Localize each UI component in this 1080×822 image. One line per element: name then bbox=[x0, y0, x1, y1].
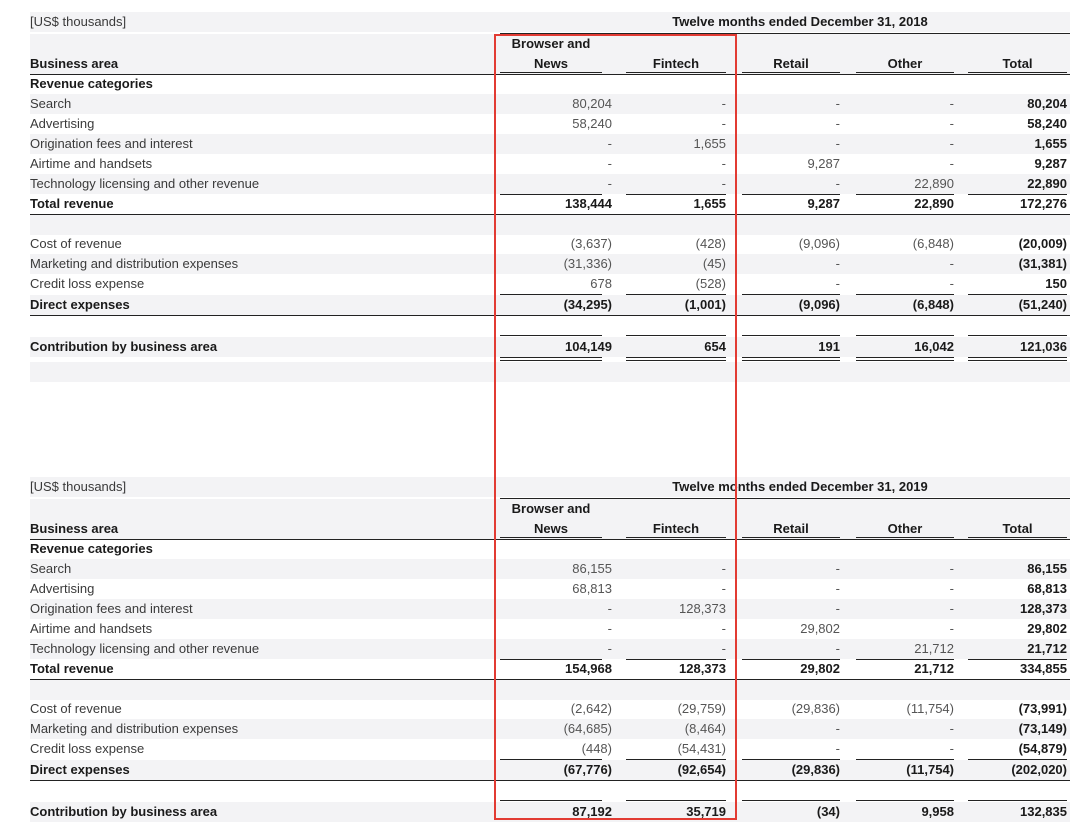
cell: - bbox=[835, 581, 840, 596]
row-label: Advertising bbox=[30, 116, 95, 131]
divider bbox=[968, 357, 1067, 358]
divider bbox=[742, 72, 840, 73]
cell: (6,848) bbox=[912, 297, 954, 312]
cell: (34,295) bbox=[563, 297, 612, 312]
row-label: Search bbox=[30, 96, 72, 111]
cell: - bbox=[607, 176, 612, 191]
col-browser-news-line1: Browser and bbox=[511, 501, 591, 516]
cell: 22,890 bbox=[914, 176, 954, 191]
cell: - bbox=[721, 621, 726, 636]
cell: - bbox=[835, 96, 840, 111]
cell-total: (51,240) bbox=[1018, 297, 1067, 312]
row-label: Airtime and handsets bbox=[30, 156, 153, 171]
col-browser-news-line1: Browser and bbox=[511, 36, 591, 51]
col-retail: Retail bbox=[773, 56, 809, 71]
cell-total: (73,991) bbox=[1018, 701, 1067, 716]
row-label: Technology licensing and other revenue bbox=[30, 176, 260, 191]
cell: - bbox=[949, 156, 954, 171]
cell-total: (73,149) bbox=[1018, 721, 1067, 736]
cell: 678 bbox=[590, 276, 612, 291]
cell: (6,848) bbox=[912, 236, 954, 251]
business-area-label: Business area bbox=[30, 56, 119, 71]
cell: (29,836) bbox=[791, 701, 840, 716]
divider bbox=[742, 357, 840, 358]
cell: (3,637) bbox=[570, 236, 612, 251]
cell: - bbox=[949, 96, 954, 111]
cell: - bbox=[835, 256, 840, 271]
divider bbox=[856, 72, 954, 73]
row-label: Contribution by business area bbox=[30, 804, 218, 819]
cell: 138,444 bbox=[565, 196, 612, 211]
cell: 29,802 bbox=[800, 661, 840, 676]
revenue-categories-label: Revenue categories bbox=[30, 541, 153, 556]
row-label: Origination fees and interest bbox=[30, 136, 193, 151]
cell: - bbox=[607, 641, 612, 656]
row-label: Origination fees and interest bbox=[30, 601, 193, 616]
cell: - bbox=[721, 581, 726, 596]
units-label: [US$ thousands] bbox=[30, 479, 127, 494]
cell: - bbox=[607, 621, 612, 636]
cell: (8,464) bbox=[684, 721, 726, 736]
row-label: Marketing and distribution expenses bbox=[30, 721, 239, 736]
divider bbox=[968, 72, 1067, 73]
cell: 35,719 bbox=[686, 804, 726, 819]
period-label: Twelve months ended December 31, 2019 bbox=[672, 479, 928, 494]
cell-total: 334,855 bbox=[1020, 661, 1067, 676]
cell: - bbox=[949, 621, 954, 636]
cell: (11,754) bbox=[906, 701, 954, 716]
cell-total: 29,802 bbox=[1027, 621, 1067, 636]
cell-total: 150 bbox=[1045, 276, 1067, 291]
cell: 128,373 bbox=[679, 601, 726, 616]
row-label: Technology licensing and other revenue bbox=[30, 641, 260, 656]
cell: (67,776) bbox=[563, 762, 612, 777]
cell-total: 132,835 bbox=[1020, 804, 1067, 819]
cell: - bbox=[835, 176, 840, 191]
cell: (528) bbox=[695, 276, 726, 291]
cell: - bbox=[835, 721, 840, 736]
divider bbox=[742, 360, 840, 361]
cell: - bbox=[949, 256, 954, 271]
cell: 21,712 bbox=[914, 661, 954, 676]
cell: - bbox=[835, 276, 840, 291]
cell: - bbox=[949, 561, 954, 576]
row-label: Airtime and handsets bbox=[30, 621, 153, 636]
cell: - bbox=[835, 741, 840, 756]
col-other: Other bbox=[887, 56, 923, 71]
cell: - bbox=[721, 176, 726, 191]
cell: - bbox=[721, 116, 726, 131]
cell: - bbox=[835, 601, 840, 616]
cell: - bbox=[607, 601, 612, 616]
row-label: Credit loss expense bbox=[30, 741, 145, 756]
divider bbox=[742, 800, 840, 801]
cell: 9,287 bbox=[807, 196, 840, 211]
highlight-box bbox=[494, 34, 737, 820]
cell-total: 172,276 bbox=[1020, 196, 1067, 211]
cell: 104,149 bbox=[565, 339, 612, 354]
row-label: Search bbox=[30, 561, 72, 576]
row-label: Marketing and distribution expenses bbox=[30, 256, 239, 271]
cell-total: 21,712 bbox=[1027, 641, 1067, 656]
cell: 191 bbox=[818, 339, 840, 354]
cell: 128,373 bbox=[679, 661, 726, 676]
cell: 68,813 bbox=[572, 581, 612, 596]
cell: - bbox=[721, 641, 726, 656]
cell: 654 bbox=[704, 339, 726, 354]
cell: 80,204 bbox=[572, 96, 612, 111]
cell: (31,336) bbox=[563, 256, 612, 271]
cell-total: (202,020) bbox=[1011, 762, 1067, 777]
col-total: Total bbox=[1002, 56, 1033, 71]
cell: (29,759) bbox=[677, 701, 726, 716]
cell-total: 22,890 bbox=[1027, 176, 1067, 191]
cell: (11,754) bbox=[906, 762, 954, 777]
cell: - bbox=[835, 136, 840, 151]
divider bbox=[856, 357, 954, 358]
col-fintech: Fintech bbox=[652, 56, 700, 71]
cell: (9,096) bbox=[798, 297, 840, 312]
cell: 16,042 bbox=[914, 339, 954, 354]
row-label: Advertising bbox=[30, 581, 95, 596]
cell-total: (54,879) bbox=[1018, 741, 1067, 756]
cell: - bbox=[835, 641, 840, 656]
divider bbox=[968, 335, 1067, 336]
cell: - bbox=[721, 156, 726, 171]
divider bbox=[742, 335, 840, 336]
cell: - bbox=[607, 136, 612, 151]
cell: 22,890 bbox=[914, 196, 954, 211]
row-label: Direct expenses bbox=[30, 762, 130, 777]
divider bbox=[856, 537, 954, 538]
cell: (29,836) bbox=[791, 762, 840, 777]
row-label: Credit loss expense bbox=[30, 276, 145, 291]
header-row bbox=[30, 12, 1070, 32]
col-retail: Retail bbox=[773, 521, 809, 536]
col-browser-news-line2: News bbox=[534, 521, 568, 536]
cell: - bbox=[949, 136, 954, 151]
cell: (54,431) bbox=[677, 741, 726, 756]
cell: - bbox=[835, 561, 840, 576]
cell-total: 1,655 bbox=[1034, 136, 1067, 151]
row-label: Cost of revenue bbox=[30, 701, 122, 716]
cell: 87,192 bbox=[572, 804, 612, 819]
business-area-label: Business area bbox=[30, 521, 119, 536]
cell: - bbox=[721, 561, 726, 576]
cell: - bbox=[949, 276, 954, 291]
divider bbox=[968, 360, 1067, 361]
cell: 1,655 bbox=[693, 196, 726, 211]
cell: - bbox=[949, 581, 954, 596]
cell: - bbox=[721, 96, 726, 111]
row-label: Direct expenses bbox=[30, 297, 130, 312]
divider bbox=[856, 360, 954, 361]
period-label: Twelve months ended December 31, 2018 bbox=[672, 14, 928, 29]
cell: (64,685) bbox=[563, 721, 612, 736]
cell: 29,802 bbox=[800, 621, 840, 636]
cell-total: 86,155 bbox=[1027, 561, 1067, 576]
cell: 86,155 bbox=[572, 561, 612, 576]
cell: (428) bbox=[695, 236, 726, 251]
cell: 58,240 bbox=[572, 116, 612, 131]
cell: 154,968 bbox=[565, 661, 612, 676]
cell-total: (31,381) bbox=[1018, 256, 1067, 271]
row-label: Total revenue bbox=[30, 661, 114, 676]
cell: - bbox=[607, 156, 612, 171]
col-fintech: Fintech bbox=[652, 521, 700, 536]
cell: (92,654) bbox=[677, 762, 726, 777]
divider bbox=[856, 800, 954, 801]
units-label: [US$ thousands] bbox=[30, 14, 127, 29]
cell-total: 128,373 bbox=[1020, 601, 1067, 616]
cell: - bbox=[949, 116, 954, 131]
cell: (45) bbox=[702, 256, 726, 271]
cell: (448) bbox=[581, 741, 612, 756]
cell-total: 121,036 bbox=[1020, 339, 1067, 354]
cell: 9,287 bbox=[807, 156, 840, 171]
row-label: Cost of revenue bbox=[30, 236, 122, 251]
cell: 1,655 bbox=[693, 136, 726, 151]
col-other: Other bbox=[887, 521, 923, 536]
divider bbox=[968, 537, 1067, 538]
cell: (34) bbox=[816, 804, 840, 819]
cell: (1,001) bbox=[684, 297, 726, 312]
cell: (9,096) bbox=[798, 236, 840, 251]
row-label: Total revenue bbox=[30, 196, 114, 211]
revenue-categories-label: Revenue categories bbox=[30, 76, 153, 91]
cell-total: 9,287 bbox=[1034, 156, 1067, 171]
col-browser-news-line2: News bbox=[534, 56, 568, 71]
cell-total: 58,240 bbox=[1027, 116, 1067, 131]
cell: 21,712 bbox=[914, 641, 954, 656]
divider bbox=[856, 335, 954, 336]
cell-total: 80,204 bbox=[1027, 96, 1067, 111]
cell: 9,958 bbox=[921, 804, 954, 819]
cell: - bbox=[835, 116, 840, 131]
cell-total: 68,813 bbox=[1027, 581, 1067, 596]
divider bbox=[742, 537, 840, 538]
cell-total: (20,009) bbox=[1018, 236, 1067, 251]
cell: - bbox=[949, 721, 954, 736]
cell: (2,642) bbox=[570, 701, 612, 716]
cell: - bbox=[949, 741, 954, 756]
row-label: Contribution by business area bbox=[30, 339, 218, 354]
col-total: Total bbox=[1002, 521, 1033, 536]
cell: - bbox=[949, 601, 954, 616]
divider bbox=[968, 800, 1067, 801]
